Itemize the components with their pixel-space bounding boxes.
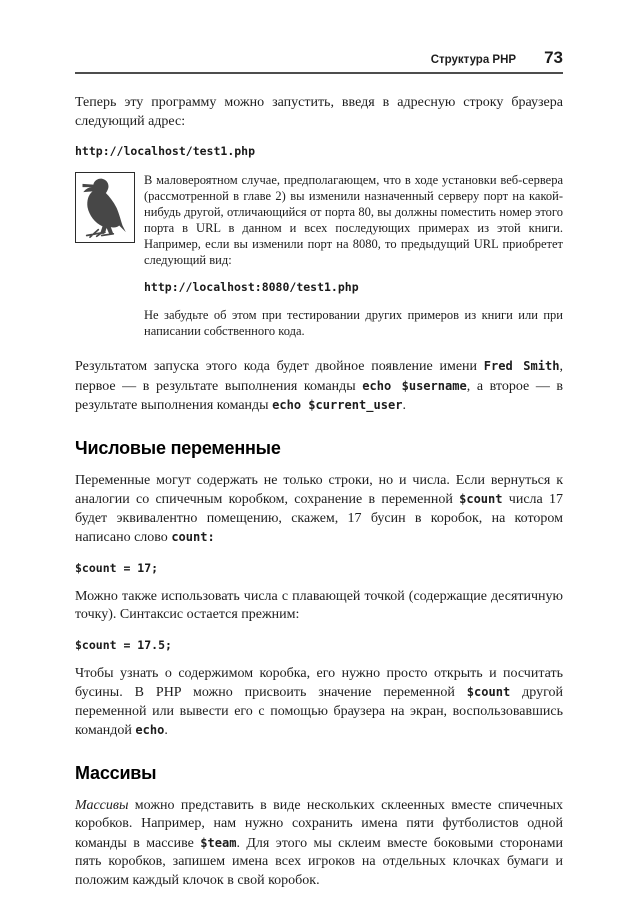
- inline-code: $team: [200, 835, 237, 850]
- raven-icon: [80, 177, 130, 239]
- section-heading-arrays: Массивы: [75, 762, 157, 783]
- text-run: .: [402, 398, 406, 413]
- numeric-paragraph-3: [75, 665, 563, 741]
- inline-code: $count: [466, 685, 511, 699]
- emphasized-text: Массивы: [75, 797, 129, 813]
- arrays-paragraph: [75, 797, 563, 891]
- inline-code: echo: [135, 723, 165, 737]
- text-run: Можно также использовать числа с плавающей точкой (содержащие десятичную точку). Синтаксис остается прежним:: [75, 588, 563, 622]
- numeric-paragraph-2: [75, 588, 563, 625]
- note-paragraph-continued: [144, 307, 563, 339]
- count-float-code-block: $count = 17.5;: [75, 637, 172, 652]
- text-run: Переменные могут содержать не только строки, но и числа. Если вернуться к аналогии со спичечным коробком, сохранение в переменной: [75, 472, 563, 507]
- page-header: [75, 48, 563, 68]
- section-heading-numeric-variables: Числовые переменные: [75, 437, 281, 458]
- running-head-title: Структура PHP: [430, 54, 517, 66]
- note-icon-frame: [75, 172, 135, 243]
- inline-code: count:: [171, 530, 215, 544]
- page-number: 73: [544, 48, 563, 67]
- text-run: В маловероятном случае, предполагающем, что в ходе установки веб-сервера (рассмотренной в главе 2) вы изменили назначенный серверу порт на какой-нибудь другой, отличающийся от порта 80, вы должны поместить номер этого порта в URL в данном и всех последующих примерах из этой книги. Например, если вы изменили порт на 8080, то предыдущий URL приобретет следующий вид:: [144, 173, 563, 267]
- note-url-code-block: http://localhost:8080/test1.php: [144, 280, 359, 294]
- text-run: Результатом запуска этого кода будет двойное появление имени: [75, 359, 484, 374]
- text-run: .: [164, 723, 168, 738]
- text-run: можно представить в виде нескольких склеенных вместе спичечных коробков. Например, нам нужно сохранить имена пяти футболистов одной команды в массиве: [75, 797, 563, 851]
- note-paragraph: [144, 172, 563, 268]
- text-run: числа 17 будет эквивалентно помещению, скажем, 17 бусин в коробок, на котором написано слово: [75, 492, 563, 545]
- inline-code: Fred Smith: [483, 359, 560, 373]
- inline-code: $count: [459, 492, 503, 506]
- text-run: , первое — в результате выполнения команды: [75, 359, 563, 394]
- header-rule: [75, 72, 563, 74]
- result-paragraph: [75, 357, 563, 416]
- text-run: , а второе — в результате выполнения команды: [75, 378, 564, 413]
- inline-code: echo $current_user: [272, 398, 403, 412]
- numeric-paragraph-1: [75, 472, 563, 548]
- count-int-code-block: $count = 17;: [75, 560, 159, 575]
- text-run: Не забудьте об этом при тестировании других примеров из книги или при написании собственного кода.: [144, 308, 563, 338]
- text-run: Теперь эту программу можно запустить, введя в адресную строку браузера следующий адрес:: [75, 95, 563, 129]
- note-body: [144, 172, 563, 339]
- intro-paragraph: [75, 94, 563, 131]
- text-run: . Для этого мы склеим вместе боковыми сторонами пять коробков, запишем имена всех игроков на отдельных клочках бумаги и положим каждый клочок в свой коробок.: [75, 835, 563, 888]
- url-code-block: http://localhost/test1.php: [75, 144, 256, 158]
- note: [75, 172, 563, 339]
- text-run: Чтобы узнать о содержимом коробка, его нужно просто открыть и посчитать бусины. В PHP можно присвоить значение переменной: [75, 665, 563, 700]
- inline-code: echo $username: [362, 378, 467, 393]
- text-run: другой переменной или вывести его с помощью браузера на экран, воспользовавшись командой: [75, 685, 563, 738]
